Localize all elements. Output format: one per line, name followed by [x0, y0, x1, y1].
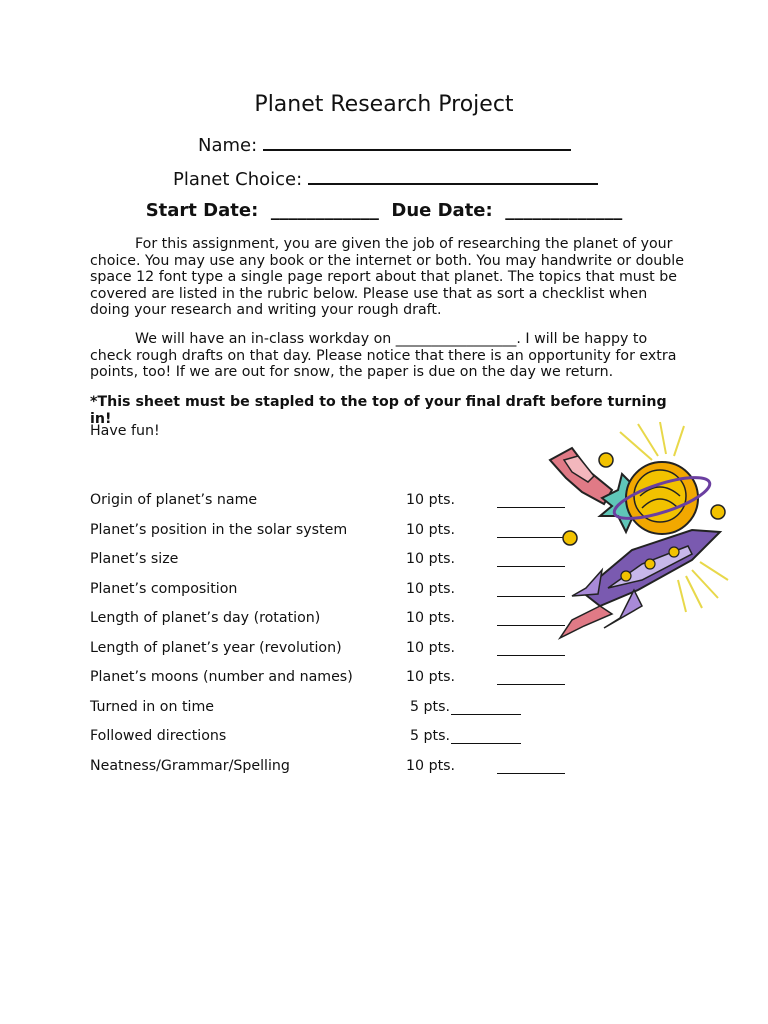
rubric-row	[90, 551, 590, 569]
rubric-points: 10 pts.	[406, 758, 456, 774]
rubric-row	[90, 758, 590, 776]
rubric-criterion: Planet’s moons (number and names)	[90, 669, 353, 685]
assignment-paragraph-text: For this assignment, you are given the job of researching the planet of your choice. You may use any book or the internet or both. You may handwrite or double space 12 font type a single page report about that planet. The topics that must be covered are listed in the rubric below. Please use that as sort a checklist when doing your research and writing your rough draft.	[90, 236, 684, 319]
rubric-row	[90, 610, 590, 628]
rubric-criterion: Planet’s composition	[90, 581, 238, 597]
rubric-criterion: Length of planet’s year (revolution)	[90, 640, 342, 656]
start-date-blank: ____________	[270, 200, 379, 221]
rubric-score-blank	[451, 728, 521, 744]
rubric-score-blank	[451, 699, 521, 715]
rubric-criterion: Neatness/Grammar/Spelling	[90, 758, 290, 774]
rubric-row	[90, 492, 590, 510]
closing-text: Have fun!	[90, 423, 160, 439]
workday-paragraph	[90, 331, 690, 381]
rubric-row	[90, 522, 590, 540]
page-title: Planet Research Project	[254, 92, 514, 117]
workday-paragraph-text: We will have an in-class workday on _________________. I will be happy to check rough drafts on that day. Please notice that there is an opportunity for extra points, too! If we are out for snow, the paper is due on the day we return.	[90, 331, 677, 381]
rubric-points: 10 pts.	[406, 669, 456, 685]
due-date-blank: _____________	[505, 200, 623, 221]
planet-choice-label: Planet Choice:	[173, 169, 303, 190]
rubric-criterion: Planet’s size	[90, 551, 179, 567]
rubric-points: 10 pts.	[406, 581, 456, 597]
rubric-points: 10 pts.	[406, 640, 456, 656]
name-field	[198, 133, 571, 156]
rubric-points: 10 pts.	[406, 522, 456, 538]
rubric-criterion: Origin of planet’s name	[90, 492, 258, 508]
rubric-points: 10 pts.	[406, 551, 456, 567]
planet-choice-blank-line	[308, 167, 598, 185]
rubric-score-blank	[497, 758, 565, 774]
rubric-row	[90, 728, 590, 746]
rubric-criterion: Followed directions	[90, 728, 227, 744]
rubric-points: 10 pts.	[406, 610, 456, 626]
rubric-row	[90, 669, 590, 687]
rubric-points: 5 pts.	[410, 699, 451, 715]
dates-line	[0, 200, 768, 221]
staple-notice: *This sheet must be stapled to the top of your final draft before turning in!	[90, 394, 667, 427]
rubric-points: 10 pts.	[406, 492, 456, 508]
rubric-row	[90, 581, 590, 599]
due-date-label: Due Date:	[391, 200, 493, 221]
rubric-row	[90, 699, 590, 717]
rubric-criterion: Planet’s position in the solar system	[90, 522, 348, 538]
rubric-criterion: Length of planet’s day (rotation)	[90, 610, 321, 626]
planet-rocket-clipart-icon	[542, 420, 732, 640]
planet-choice-field	[173, 167, 598, 190]
rubric-score-blank	[497, 669, 565, 685]
rubric-score-blank	[497, 640, 565, 656]
rubric-points: 5 pts.	[410, 728, 451, 744]
name-blank-line	[263, 133, 571, 151]
rubric-row	[90, 640, 590, 658]
name-label: Name:	[198, 135, 258, 156]
assignment-paragraph	[90, 236, 690, 319]
start-date-label: Start Date:	[145, 200, 259, 221]
rubric-criterion: Turned in on time	[90, 699, 214, 715]
